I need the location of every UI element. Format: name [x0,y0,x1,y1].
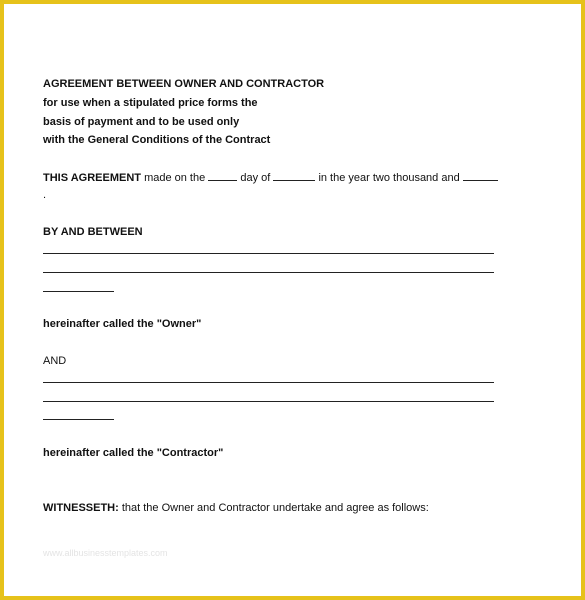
year-text: in the year two thousand and [318,172,460,184]
month-blank[interactable] [273,170,315,181]
witnesseth-label: WITNESSETH: [43,502,119,514]
contractor-blank-line-2[interactable] [43,401,494,402]
contractor-blank-line-1[interactable] [43,382,494,383]
owner-label: hereinafter called the "Owner" [43,318,202,330]
day-of-text: day of [240,172,271,184]
agreement-title: AGREEMENT BETWEEN OWNER AND CONTRACTOR [43,78,325,90]
owner-blank-line-1[interactable] [43,253,494,254]
made-on-text: made on the [144,172,206,184]
day-blank[interactable] [208,170,237,181]
subtitle-line-1: for use when a stipulated price forms the [43,97,258,109]
witnesseth-sentence [43,501,429,515]
watermark-text: www.allbusinesstemplates.com [43,548,168,558]
by-and-between-label: BY AND BETWEEN [43,226,143,238]
and-label: AND [43,355,67,367]
year-blank[interactable] [463,170,498,181]
agreement-sentence [43,170,498,185]
this-agreement-label: THIS AGREEMENT [43,172,141,184]
subtitle-line-2: basis of payment and to be used only [43,116,240,128]
contractor-blank-line-3[interactable] [43,419,114,420]
agreement-period: . [43,189,47,201]
subtitle-line-3: with the General Conditions of the Contract [43,134,271,146]
document-page [4,4,581,596]
owner-blank-line-3[interactable] [43,291,114,292]
owner-blank-line-2[interactable] [43,272,494,273]
witnesseth-text: that the Owner and Contractor undertake and agree as follows: [121,502,429,514]
contractor-label: hereinafter called the "Contractor" [43,447,224,459]
